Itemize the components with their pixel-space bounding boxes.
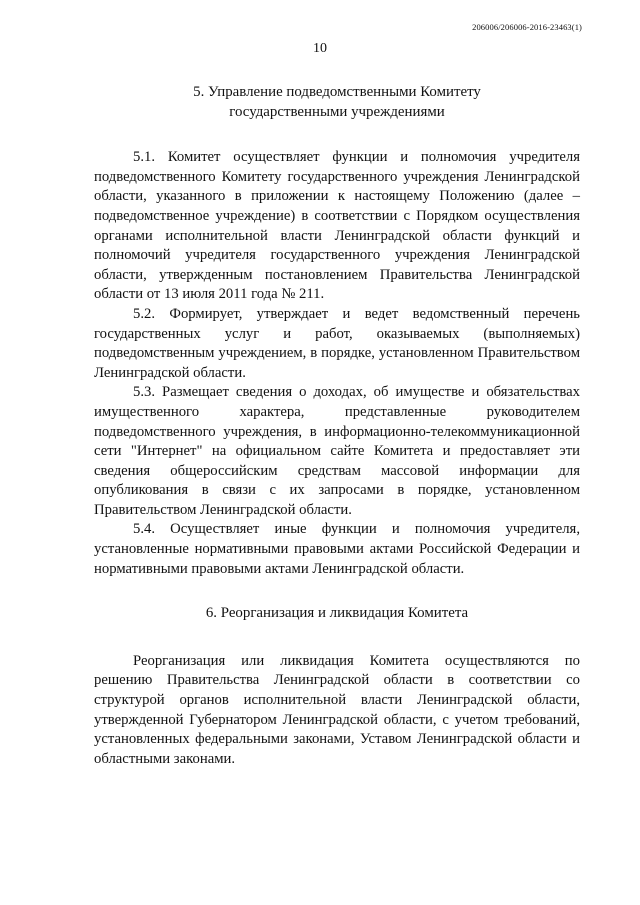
paragraph-5-1: 5.1. Комитет осуществляет функции и полномочия учредителя подведомственного Комитету государственного учреждения Ленинградской области, указанного в приложении к настоящему Положению (далее – подведомственное учреждение) в соответствии с Порядком осуществления органами исполнительной власти Ленинградской области функций и полномочий учредителя государственного учреждения Ленинградской области, утвержденным постановлением Правительства Ленинградской области от 13 июля 2011 года № 211. (94, 149, 580, 303)
section-5-heading (94, 83, 580, 122)
section-5-heading-line2: государственными учреждениями (229, 103, 445, 120)
paragraph-6: Реорганизация или ликвидация Комитета осуществляются по решению Правительства Ленинградской области в соответствии со структурой органов исполнительной власти Ленинградской области, утвержденной Губернатором Ленинградской области, с учетом требований, установленных федеральными законами, Уставом Ленинградской области и областными законами. (94, 652, 580, 767)
document-id: 206006/206006-2016-23463(1) (472, 22, 582, 32)
paragraph-5-3: 5.3. Размещает сведения о доходах, об имуществе и обязательствах имущественного характера, представленные руководителем подведомственного учреждения, в информационно-телекоммуникационной сети "Интернет" на официальном сайте Комитета и предоставляет эти сведения общероссийским средствам массовой информации для опубликования в связи с их запросами в порядке, установленном Правительством Ленинградской области. (94, 384, 580, 518)
section-6-heading: 6. Реорганизация и ликвидация Комитета (205, 605, 469, 622)
paragraph-5-4: 5.4. Осуществляет иные функции и полномочия учредителя, установленные нормативными правовыми актами Российской Федерации и нормативными правовыми актами Ленинградской области. (94, 521, 580, 577)
section-5-heading-line1: 5. Управление подведомственными Комитету (193, 84, 481, 100)
document-body (94, 83, 580, 769)
paragraph-5-2: 5.2. Формирует, утверждает и ведет ведомственный перечень государственных услуг и работ, оказываемых (выполняемых) подведомственным учреждением, в порядке, установленном Правительством Ленинградской области. (94, 305, 580, 381)
page-number: 10 (313, 41, 327, 56)
